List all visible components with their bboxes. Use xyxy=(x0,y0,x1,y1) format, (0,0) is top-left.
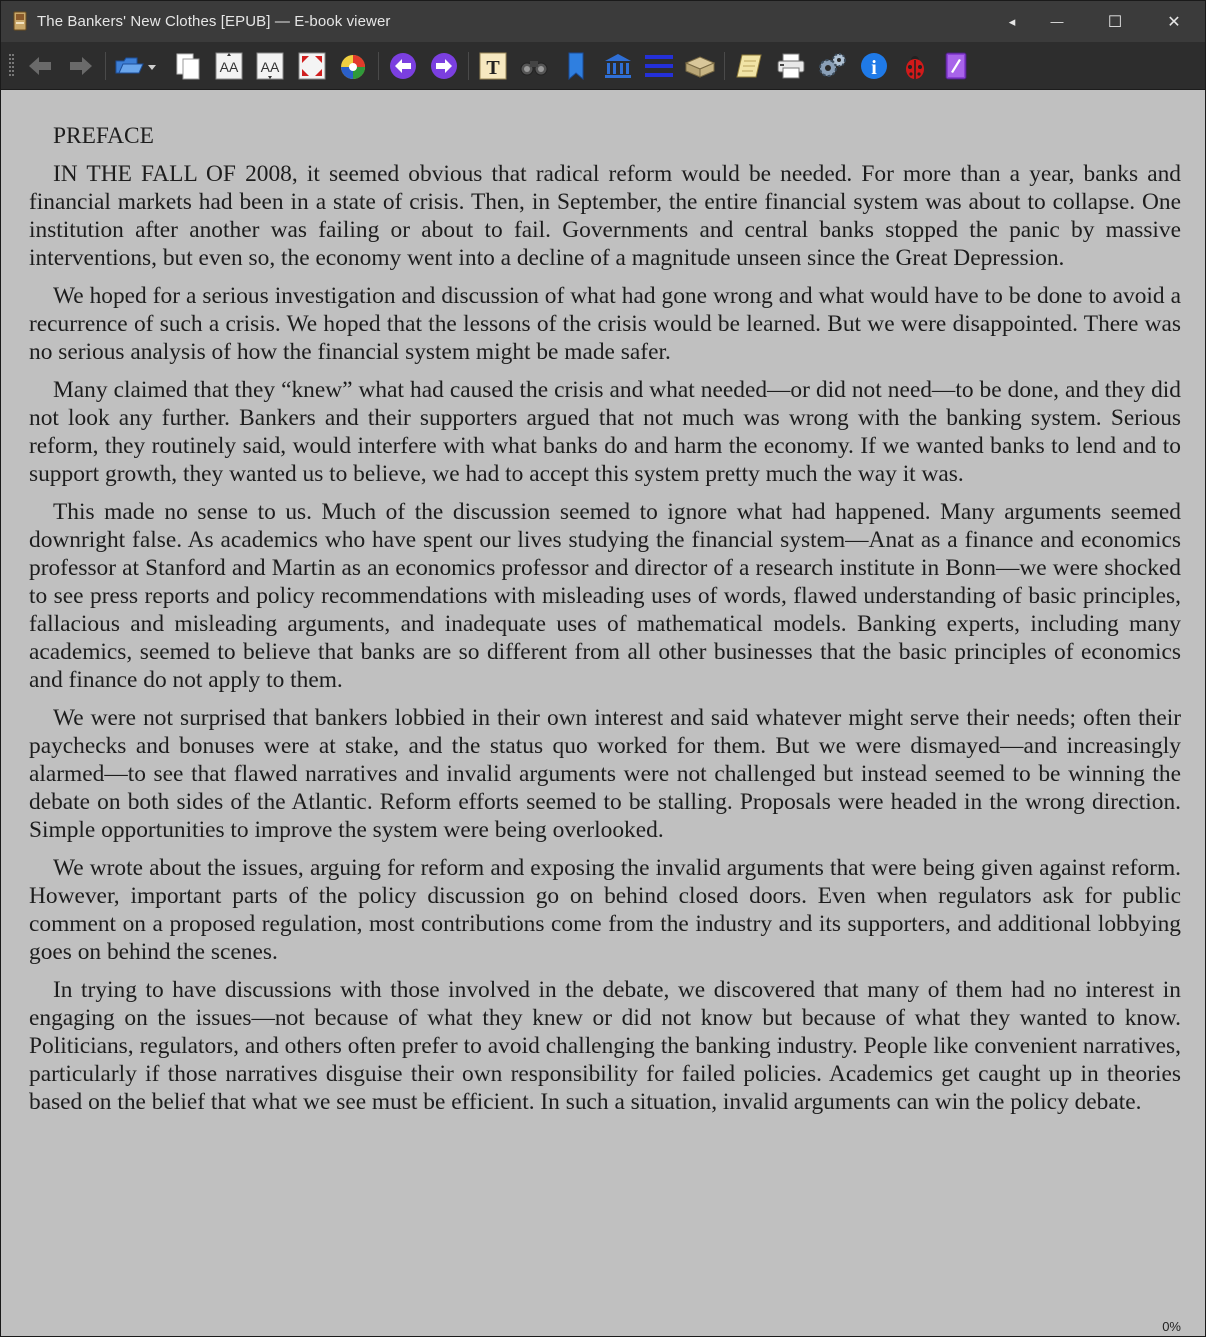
close-button[interactable]: ✕ xyxy=(1167,13,1181,31)
previous-page-icon[interactable] xyxy=(386,49,420,83)
book-edit-icon[interactable] xyxy=(939,49,973,83)
reading-progress: 0% xyxy=(1162,1319,1181,1334)
toolbar-grip-icon[interactable] xyxy=(9,54,15,78)
paragraph: We wrote about the issues, arguing for reform and exposing the invalid arguments that were being given against reform. However, important parts of the policy discussion go on behind closed doors. Even when regulators ask for public comment on a proposed regulation, most contributions come from the industry and its supporters, and additional lobbying goes on behind the scenes. xyxy=(29,855,1181,965)
toolbar-separator xyxy=(105,52,106,80)
bookmark-icon[interactable] xyxy=(559,49,593,83)
metadata-scroll-icon[interactable] xyxy=(732,49,766,83)
forward-arrow-icon[interactable] xyxy=(64,49,98,83)
toolbar xyxy=(1,42,1205,90)
back-arrow-icon[interactable] xyxy=(23,49,57,83)
book-page xyxy=(29,122,1181,1126)
open-folder-icon[interactable] xyxy=(113,49,157,83)
fullscreen-icon[interactable] xyxy=(295,49,329,83)
next-page-icon[interactable] xyxy=(427,49,461,83)
info-icon[interactable] xyxy=(857,49,891,83)
font-smaller-icon[interactable] xyxy=(253,49,287,83)
debug-ladybug-icon[interactable] xyxy=(898,49,932,83)
toolbar-separator xyxy=(468,52,469,80)
paragraph: In trying to have discussions with those involved in the debate, we discovered that many of them had no interest in engaging on the issues—not because of what they knew or did not know but because of what they wanted to know. Politicians, regulators, and others often prefer to avoid challenging the banking industry. People like convenient narratives, particularly if those narratives disguise their own responsibility for failed policies. Academics get caught up in theories based on the belief that what we see must be efficient. In such a situation, invalid arguments can win the policy debate. xyxy=(29,977,1181,1115)
font-larger-icon[interactable] xyxy=(212,49,246,83)
color-wheel-icon[interactable] xyxy=(336,49,370,83)
title-bar xyxy=(1,1,1205,42)
toolbar-separator xyxy=(724,52,725,80)
print-icon[interactable] xyxy=(774,49,808,83)
paragraph: IN THE FALL OF 2008, it seemed obvious that radical reform would be needed. For more than a year, banks and financial markets had been in a state of crisis. Then, in September, the entire financial system was about to collapse. One institution after another was failing or about to fail. Governments and central banks stopped the panic by massive interventions, but even so, the economy went into a decline of a magnitude unseen since the Great Depression. xyxy=(29,161,1181,271)
reader-viewport[interactable] xyxy=(1,90,1205,1336)
maximize-button[interactable]: ☐ xyxy=(1107,13,1123,31)
window-title: The Bankers' New Clothes [EPUB] — E-book viewer xyxy=(37,13,391,30)
chapter-heading: PREFACE xyxy=(53,123,154,149)
toolbar-separator xyxy=(378,52,379,80)
svg-text:AA: AA xyxy=(219,59,239,75)
svg-text:i: i xyxy=(871,57,877,79)
find-binoculars-icon[interactable] xyxy=(517,49,551,83)
table-of-contents-icon[interactable] xyxy=(642,49,676,83)
svg-text:T: T xyxy=(486,57,500,79)
library-icon[interactable] xyxy=(601,49,635,83)
paragraph: We were not surprised that bankers lobbied in their own interest and said whatever might serve their needs; often their paychecks and bonuses were at stake, and the status quo worked for them. But we were dismayed—and increasingly alarmed—to see that flawed narratives and invalid arguments were not challenged but instead seemed to be winning the debate on both sides of the Atlantic. Reform efforts seemed to be stalling. Proposals were headed in the wrong direction. Simple opportunities to improve the system were being overlooked. xyxy=(29,705,1181,843)
paragraph: Many claimed that they “knew” what had caused the crisis and what needed—or did not need—to be done, and they did not look any further. Bankers and their supporters argued that not much was wrong with the banking system. Serious reform, they routinely said, would interfere with what banks do and harm the economy. If we wanted banks to lend and to support growth, they wanted us to believe, we had to accept this system pretty much the way it was. xyxy=(29,377,1181,487)
preferences-gear-icon[interactable] xyxy=(815,49,849,83)
paragraph: This made no sense to us. Much of the discussion seemed to ignore what had happened. Many arguments seemed downright false. As academics who have spent our lives studying the financial system—Anat as a finance and economics professor at Stanford and Martin as an economics professor and director of a research institute in Bonn—we were shocked to see press reports and policy recommendations with misleading uses of words, flawed understanding of basic principles, fallacious and misleading arguments, and inadequate uses of mathematical models. Banking experts, including many academics, seemed to believe that banks are so different from all other businesses that the basic principles of economics and finance do not apply to them. xyxy=(29,499,1181,693)
reference-mode-icon[interactable] xyxy=(476,49,510,83)
paragraph: We hoped for a serious investigation and discussion of what had gone wrong and what would have to be done to avoid a recurrence of such a crisis. We hoped that the lessons of the crisis would be learned. But we were disappointed. There was no serious analysis of how the financial system might be made safer. xyxy=(29,283,1181,365)
copy-icon[interactable] xyxy=(171,49,205,83)
svg-text:AA: AA xyxy=(260,59,280,75)
title-back-button[interactable]: ◂ xyxy=(1008,13,1016,29)
minimize-button[interactable]: — xyxy=(1050,14,1064,29)
print-preview-icon[interactable] xyxy=(683,49,717,83)
app-icon xyxy=(13,11,27,31)
